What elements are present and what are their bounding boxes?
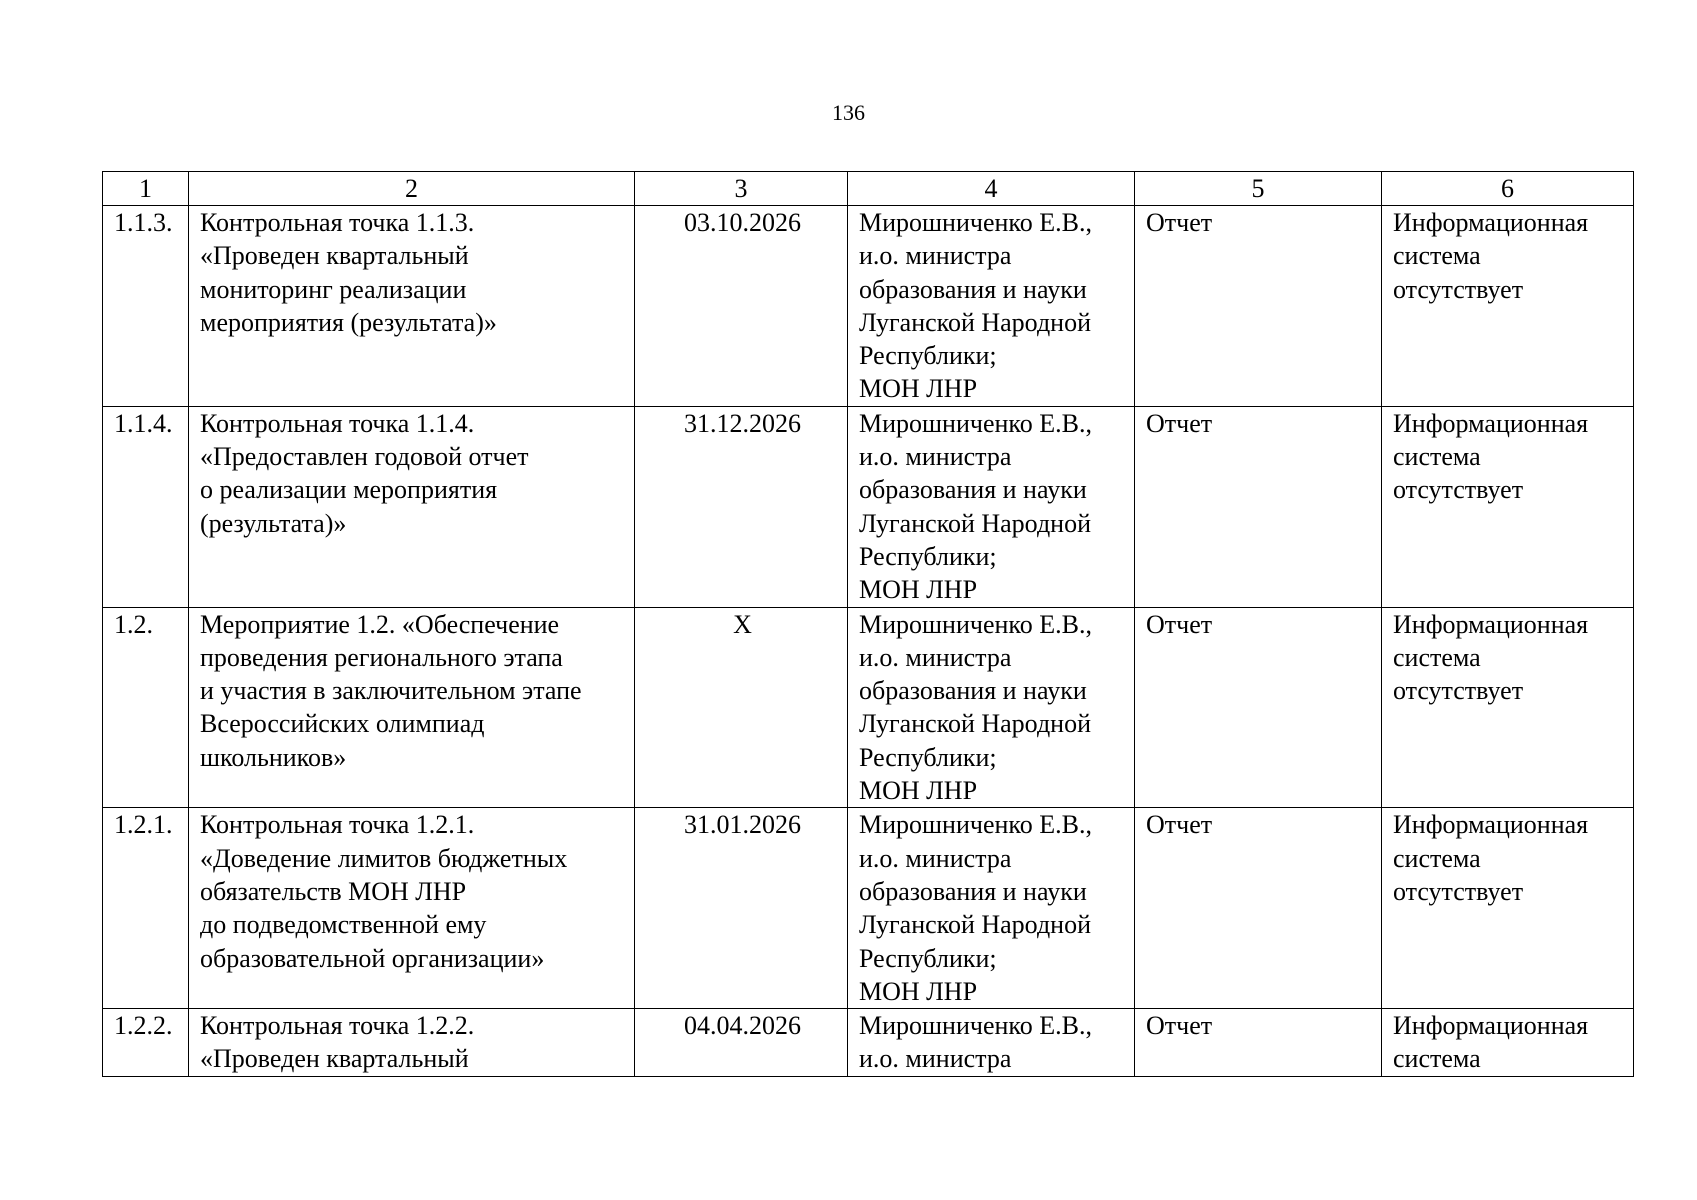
row-number: 1.1.4. (103, 406, 189, 607)
column-header-6: 6 (1382, 172, 1634, 206)
row-name: Контрольная точка 1.1.3. «Проведен квартальный мониторинг реализации мероприятия (результата)» (189, 206, 635, 407)
row-responsible: Мирошниченко Е.В., и.о. министра образования и науки Луганской Народной Республики; МОН ЛНР (848, 808, 1135, 1009)
column-header-2: 2 (189, 172, 635, 206)
row-date: 03.10.2026 (635, 206, 848, 407)
row-information-system: Информационная система отсутствует (1382, 607, 1634, 808)
row-date: 31.01.2026 (635, 808, 848, 1009)
column-header-3: 3 (635, 172, 848, 206)
row-responsible: Мирошниченко Е.В., и.о. министра (848, 1009, 1135, 1077)
row-information-system: Информационная система (1382, 1009, 1634, 1077)
row-date: Х (635, 607, 848, 808)
row-date: 31.12.2026 (635, 406, 848, 607)
row-document: Отчет (1135, 607, 1382, 808)
row-name: Мероприятие 1.2. «Обеспечение проведения регионального этапа и участия в заключительном этапе Всероссийских олимпиад школьников» (189, 607, 635, 808)
row-document: Отчет (1135, 1009, 1382, 1077)
row-date: 04.04.2026 (635, 1009, 848, 1077)
row-document: Отчет (1135, 406, 1382, 607)
row-name: Контрольная точка 1.2.2. «Проведен квартальный (189, 1009, 635, 1077)
row-information-system: Информационная система отсутствует (1382, 808, 1634, 1009)
column-header-4: 4 (848, 172, 1135, 206)
row-responsible: Мирошниченко Е.В., и.о. министра образования и науки Луганской Народной Республики; МОН ЛНР (848, 406, 1135, 607)
row-number: 1.2.1. (103, 808, 189, 1009)
row-number: 1.1.3. (103, 206, 189, 407)
plan-table (102, 171, 1634, 1077)
row-number: 1.2. (103, 607, 189, 808)
table-row (103, 406, 1634, 607)
row-name: Контрольная точка 1.2.1. «Доведение лимитов бюджетных обязательств МОН ЛНР до подведомственной ему образовательной организации» (189, 808, 635, 1009)
row-information-system: Информационная система отсутствует (1382, 206, 1634, 407)
row-responsible: Мирошниченко Е.В., и.о. министра образования и науки Луганской Народной Республики; МОН ЛНР (848, 206, 1135, 407)
row-document: Отчет (1135, 206, 1382, 407)
column-header-5: 5 (1135, 172, 1382, 206)
table-row (103, 607, 1634, 808)
row-name: Контрольная точка 1.1.4. «Предоставлен годовой отчет о реализации мероприятия (результата)» (189, 406, 635, 607)
column-header-1: 1 (103, 172, 189, 206)
row-number: 1.2.2. (103, 1009, 189, 1077)
table-row (103, 206, 1634, 407)
page-number: 136 (832, 100, 865, 125)
row-document: Отчет (1135, 808, 1382, 1009)
header-row (103, 172, 1634, 206)
row-responsible: Мирошниченко Е.В., и.о. министра образования и науки Луганской Народной Республики; МОН ЛНР (848, 607, 1135, 808)
row-information-system: Информационная система отсутствует (1382, 406, 1634, 607)
table-row (103, 1009, 1634, 1077)
table-row (103, 808, 1634, 1009)
